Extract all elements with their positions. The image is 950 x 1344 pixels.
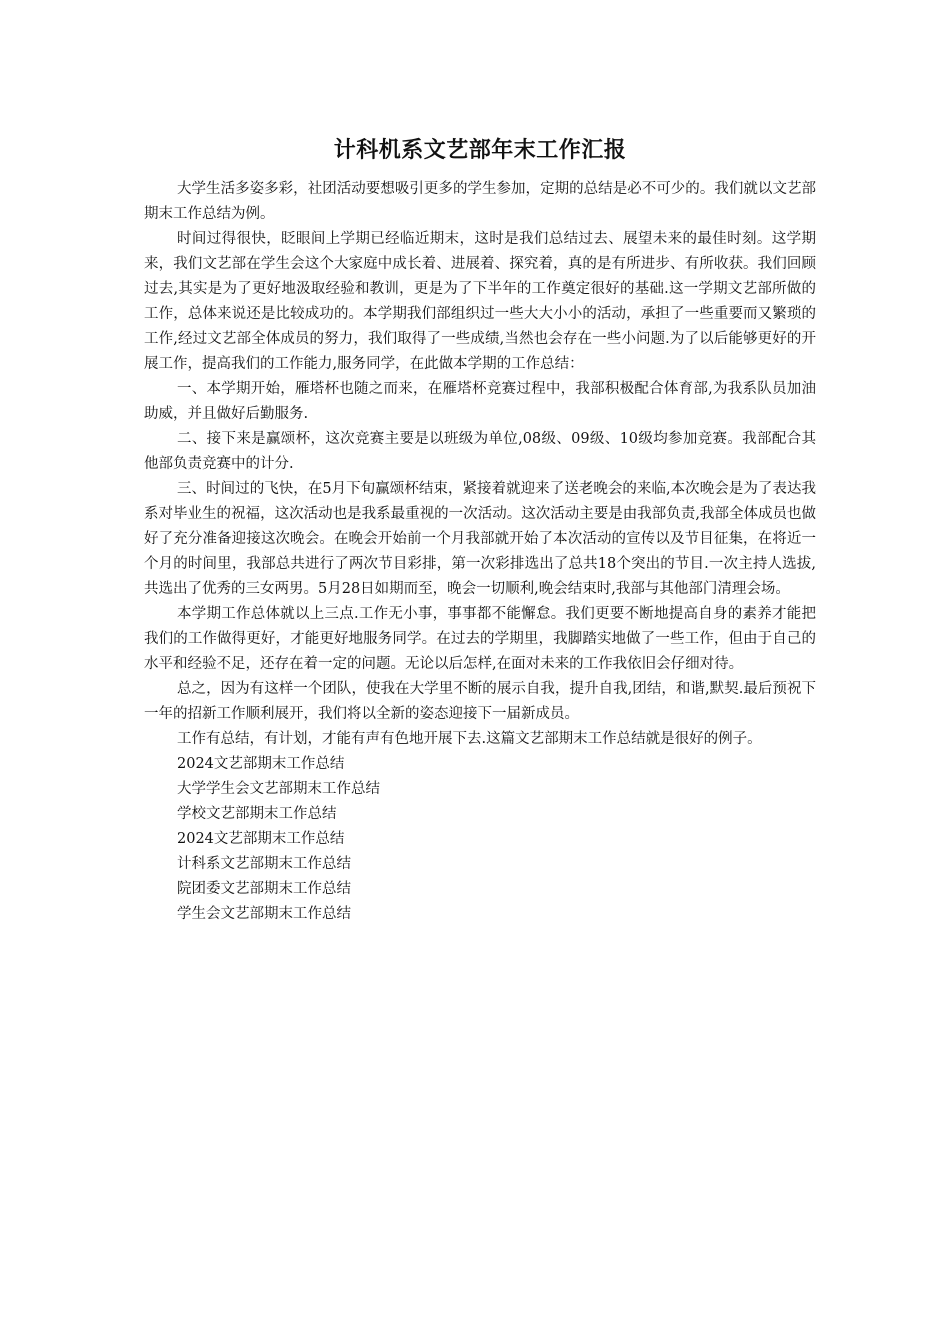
paragraph-conclusion: 总之，因为有这样一个团队，使我在大学里不断的展示自我，提升自我,团结，和谐,默契.最后预祝下一年的招新工作顺利展开，我们将以全新的姿态迎接下一届新成员。	[144, 681, 816, 722]
paragraph-intro: 大学生活多姿多彩，社团活动要想吸引更多的学生参加，定期的总结是必不可少的。我们就以文艺部期末工作总结为例。	[144, 181, 816, 222]
paragraph-item-two: 二、接下来是赢颂杯，这次竞赛主要是以班级为单位,08级、09级、10级均参加竞赛。我部配合其他部负责竞赛中的计分.	[144, 431, 816, 472]
paragraph-closing: 工作有总结，有计划，才能有声有色地开展下去.这篇文艺部期末工作总结就是很好的例子。	[177, 731, 762, 747]
document-title: 计科机系文艺部年末工作汇报	[333, 138, 627, 163]
related-title-item: 2024文艺部期末工作总结	[177, 756, 345, 772]
paragraph-summary: 本学期工作总体就以上三点.工作无小事，事事都不能懈怠。我们更要不断地提高自身的素养才能把我们的工作做得更好，才能更好地服务同学。在过去的学期里，我脚踏实地做了一些工作，但由于自己的水平和经验不足，还存在着一定的问题。无论以后怎样,在面对未来的工作我依旧会仔细对待。	[144, 606, 816, 672]
related-titles-list	[144, 752, 816, 927]
paragraph-review: 时间过得很快，眨眼间上学期已经临近期末，这时是我们总结过去、展望未来的最佳时刻。这学期来，我们文艺部在学生会这个大家庭中成长着、进展着、探究着，真的是有所进步、有所收获。我们回顾过去,其实是为了更好地汲取经验和教训，更是为了下半年的工作奠定很好的基础.这一学期文艺部所做的工作，总体来说还是比较成功的。本学期我们部组织过一些大大小小的活动，承担了一些重要而又繁琐的工作,经过文艺部全体成员的努力，我们取得了一些成绩,当然也会存在一些小问题.为了以后能够更好的开展工作，提高我们的工作能力,服务同学，在此做本学期的工作总结：	[144, 231, 816, 372]
related-title-item: 院团委文艺部期末工作总结	[177, 881, 351, 897]
related-title-item: 大学学生会文艺部期末工作总结	[177, 781, 380, 797]
document-body	[144, 177, 816, 752]
paragraph-item-three: 三、时间过的飞快，在5月下旬赢颂杯结束，紧接着就迎来了送老晚会的来临,本次晚会是为了表达我系对毕业生的祝福，这次活动也是我系最重视的一次活动。这次活动主要是由我部负责,我部全体成员也做好了充分准备迎接这次晚会。在晚会开始前一个月我部就开始了本次活动的宣传以及节目征集，在将近一个月的时间里，我部总共进行了两次节目彩排，第一次彩排选出了总共18个突出的节目.一次主持人选拔,共选出了优秀的三女两男。5月28日如期而至，晚会一切顺利,晚会结束时,我部与其他部门清理会场。	[144, 481, 816, 597]
related-title-item: 2024文艺部期末工作总结	[177, 831, 345, 847]
document-content	[144, 133, 816, 927]
related-title-item: 学校文艺部期末工作总结	[177, 806, 337, 822]
paragraph-item-one: 一、本学期开始，雁塔杯也随之而来，在雁塔杯竞赛过程中，我部积极配合体育部,为我系队员加油助威，并且做好后勤服务.	[144, 381, 816, 422]
related-title-item: 计科系文艺部期末工作总结	[177, 856, 351, 872]
related-title-item: 学生会文艺部期末工作总结	[177, 906, 351, 922]
